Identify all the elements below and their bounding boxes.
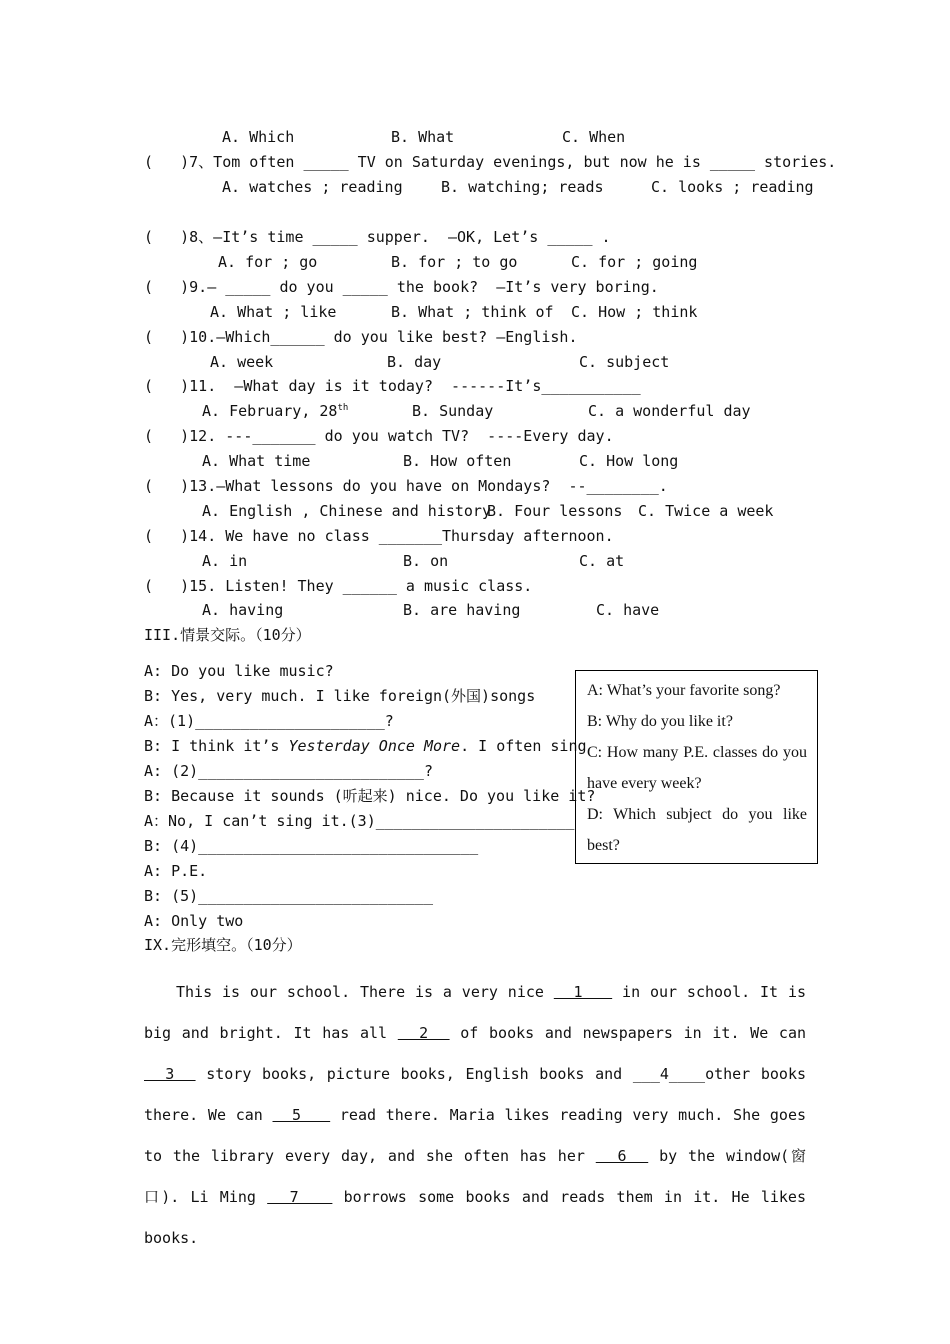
answer-options-box xyxy=(575,670,818,864)
cloze-text-5: other books there. We can xyxy=(144,1065,807,1124)
dialogue-line-3: A：(1)_____________________? xyxy=(144,712,394,730)
dialogue-line-1: A: Do you like music? xyxy=(144,662,334,680)
cloze-blank-4: ___4____ xyxy=(632,1065,706,1083)
q11-option-a-sup: th xyxy=(337,403,349,413)
cloze-blank-3: 3 xyxy=(144,1065,196,1083)
q11-option-c: C. a wonderful day xyxy=(588,402,751,420)
q15-option-c: C. have xyxy=(596,601,660,619)
q7-option-a: A. watches ; reading xyxy=(222,178,403,196)
q10-option-b: B. day xyxy=(387,353,442,371)
dialogue-line-6: B: Because it sounds (听起来) nice. Do you like it? xyxy=(144,787,596,805)
q8-option-c: C. for ; going xyxy=(571,253,698,271)
cloze-blank-5: 5 xyxy=(272,1106,331,1124)
cloze-text-8: borrows some books and reads them in it. He likes books. xyxy=(144,1188,806,1247)
cloze-blank-6: 6 xyxy=(595,1147,649,1165)
box-option-d: D: Which subject do you like best? xyxy=(587,806,807,854)
q6-option-b: B. What xyxy=(391,128,455,146)
q15-option-a: A. having xyxy=(202,601,284,619)
q11-stem: ( )11. –What day is it today? ------It’s___________ xyxy=(144,377,641,395)
dialogue-line-9: A: P.E. xyxy=(144,862,208,880)
q6-option-c: C. When xyxy=(562,128,626,146)
q13-option-b: B. Four lessons xyxy=(487,502,623,520)
q9-option-b: B. What ; think of xyxy=(391,303,554,321)
cloze-text-3: of books and newspapers in it. We can xyxy=(449,1024,807,1042)
q7-option-b: B. watching; reads xyxy=(441,178,604,196)
dialogue-line-4 xyxy=(144,737,587,755)
dialogue-line-5: A: (2)_________________________? xyxy=(144,762,433,780)
q12-option-a: A. What time xyxy=(202,452,311,470)
q8-option-b: B. for ; to go xyxy=(391,253,518,271)
q14-option-c: C. at xyxy=(579,552,625,570)
q10-stem: ( )10.—Which______ do you like best? –English. xyxy=(144,328,578,346)
q10-option-c: C. subject xyxy=(579,353,670,371)
q14-stem: ( )14. We have no class _______Thursday afternoon. xyxy=(144,527,614,545)
dialogue-line-2: B: Yes, very much. I like foreign(外国)songs xyxy=(144,687,536,705)
dialogue-line-4-b: . I often sing xyxy=(460,737,587,755)
q12-stem: ( )12. ---_______ do you watch TV? ----Every day. xyxy=(144,427,614,445)
box-option-a: A: What’s your favorite song? xyxy=(587,682,781,699)
cloze-blank-7: 7 xyxy=(267,1188,333,1206)
q12-option-c: C. How long xyxy=(579,452,679,470)
box-option-c: C: How many P.E. classes do you have every week? xyxy=(587,744,807,792)
q12-option-b: B. How often xyxy=(403,452,512,470)
cloze-blank-2: 2 xyxy=(397,1024,450,1042)
q7-stem: ( )7、Tom often _____ TV on Saturday evenings, but now he is _____ stories. xyxy=(144,153,837,171)
cloze-text-6: read there. Maria likes reading very much. She goes to the library every day, and she often has her xyxy=(144,1106,807,1165)
song-title: Yesterday Once More xyxy=(288,737,461,755)
cloze-blank-1: 1 xyxy=(553,983,613,1001)
section3-heading: III.情景交际。（10分） xyxy=(144,626,311,644)
cloze-text-2: in our school. It is big and bright. It has all xyxy=(144,983,806,1042)
q6-option-a: A. Which xyxy=(222,128,295,146)
cloze-text-1: This is our school. There is a very nice xyxy=(176,983,554,1001)
q10-option-a: A. week xyxy=(210,353,274,371)
dialogue-line-4-a: B: I think it’s xyxy=(144,737,289,755)
section9-heading: IX.完形填空。（10分） xyxy=(144,936,302,954)
dialogue-line-10: B: (5)__________________________ xyxy=(144,887,433,905)
q13-stem: ( )13.—What lessons do you have on Mondays? --________. xyxy=(144,477,668,495)
q9-stem: ( )9.— _____ do you _____ the book? —It’s very boring. xyxy=(144,278,659,296)
q11-option-b: B. Sunday xyxy=(412,402,494,420)
cloze-text-7: by the window(窗口). Li Ming xyxy=(144,1147,806,1206)
cloze-passage xyxy=(144,972,806,1259)
q11-option-a-text: A. February, 28 xyxy=(202,402,338,420)
q15-option-b: B. are having xyxy=(403,601,521,619)
q9-option-a: A. What ; like xyxy=(210,303,337,321)
q15-stem: ( )15. Listen! They ______ a music class. xyxy=(144,577,533,595)
dialogue-line-11: A: Only two xyxy=(144,912,244,930)
q8-stem: ( )8、—It’s time _____ supper. —OK, Let’s _____ . xyxy=(144,228,611,246)
cloze-text-4: story books, picture books, English books and xyxy=(195,1065,633,1083)
q7-option-c: C. looks ; reading xyxy=(651,178,814,196)
q13-option-a: A. English , Chinese and history xyxy=(202,502,491,520)
q14-option-a: A. in xyxy=(202,552,248,570)
q13-option-c: C. Twice a week xyxy=(638,502,774,520)
dialogue-line-8: B: (4)_______________________________ xyxy=(144,837,479,855)
q11-option-a xyxy=(202,402,348,420)
q9-option-c: C. How ; think xyxy=(571,303,698,321)
dialogue-line-7: A：No, I can’t sing it.(3)______________________ xyxy=(144,812,575,830)
box-option-b: B: Why do you like it? xyxy=(587,713,733,730)
q14-option-b: B. on xyxy=(403,552,449,570)
q8-option-a: A. for ; go xyxy=(218,253,318,271)
